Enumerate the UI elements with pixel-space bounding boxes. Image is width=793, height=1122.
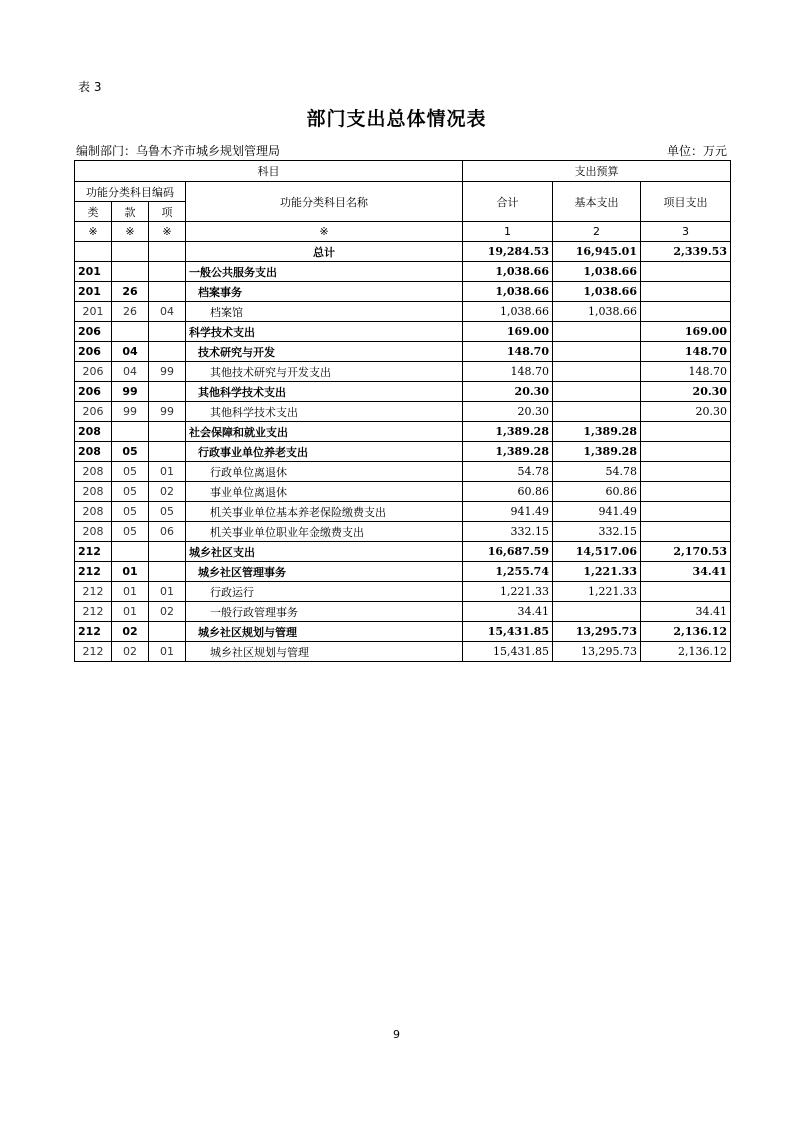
subject-name: 城乡社区规划与管理 <box>186 622 463 642</box>
expenditure-table <box>74 160 731 662</box>
amount-total: 148.70 <box>463 342 553 362</box>
amount-basic: 1,389.28 <box>553 442 641 462</box>
code-kuan: 02 <box>112 642 149 662</box>
code-lei: 206 <box>75 402 112 422</box>
amount-total: 20.30 <box>463 382 553 402</box>
amount-project <box>641 282 731 302</box>
amount-basic <box>553 402 641 422</box>
subject-name: 档案馆 <box>186 302 463 322</box>
unit-label: 单位：万元 <box>666 144 727 158</box>
mark-cell: ※ <box>112 222 149 242</box>
col-index-1: 1 <box>463 222 553 242</box>
header-func-name: 功能分类科目名称 <box>186 182 463 222</box>
table-row <box>75 622 731 642</box>
code-kuan: 05 <box>112 442 149 462</box>
code-lei: 208 <box>75 482 112 502</box>
code-kuan: 02 <box>112 622 149 642</box>
amount-project <box>641 462 731 482</box>
amount-total: 1,255.74 <box>463 562 553 582</box>
code-kuan: 05 <box>112 462 149 482</box>
amount-basic: 1,038.66 <box>553 282 641 302</box>
header-lei: 类 <box>75 202 112 222</box>
amount-basic <box>553 602 641 622</box>
code-kuan: 01 <box>112 562 149 582</box>
amount-project <box>641 262 731 282</box>
code-xiang: 99 <box>149 402 186 422</box>
table-row <box>75 582 731 602</box>
code-kuan: 01 <box>112 602 149 622</box>
amount-project <box>641 482 731 502</box>
code-kuan <box>112 262 149 282</box>
code-kuan: 01 <box>112 582 149 602</box>
code-lei: 212 <box>75 602 112 622</box>
amount-total: 15,431.85 <box>463 622 553 642</box>
table-row <box>75 402 731 422</box>
code-kuan <box>112 322 149 342</box>
total-sum: 19,284.53 <box>463 242 553 262</box>
amount-basic <box>553 362 641 382</box>
subject-name: 行政单位离退休 <box>186 462 463 482</box>
table-row <box>75 562 731 582</box>
page-number: 9 <box>393 1028 400 1041</box>
subject-name: 城乡社区规划与管理 <box>186 642 463 662</box>
code-kuan: 99 <box>112 402 149 422</box>
header-project: 项目支出 <box>641 182 731 222</box>
code-lei: 212 <box>75 562 112 582</box>
header-kuan: 款 <box>112 202 149 222</box>
code-lei: 208 <box>75 442 112 462</box>
code-kuan: 04 <box>112 362 149 382</box>
code-xiang <box>149 322 186 342</box>
subject-name: 其他技术研究与开发支出 <box>186 362 463 382</box>
amount-total: 1,038.66 <box>463 262 553 282</box>
amount-project: 148.70 <box>641 342 731 362</box>
code-lei: 212 <box>75 642 112 662</box>
table-row <box>75 262 731 282</box>
amount-project: 34.41 <box>641 602 731 622</box>
amount-total: 16,687.59 <box>463 542 553 562</box>
code-xiang: 02 <box>149 602 186 622</box>
code-xiang: 01 <box>149 462 186 482</box>
amount-project <box>641 442 731 462</box>
code-xiang <box>149 622 186 642</box>
code-kuan: 05 <box>112 502 149 522</box>
department-label: 编制部门：乌鲁木齐市城乡规划管理局 <box>76 144 281 158</box>
amount-basic: 60.86 <box>553 482 641 502</box>
code-xiang <box>149 422 186 442</box>
subject-name: 机关事业单位基本养老保险缴费支出 <box>186 502 463 522</box>
code-lei: 212 <box>75 582 112 602</box>
subject-name: 行政运行 <box>186 582 463 602</box>
table-row <box>75 302 731 322</box>
code-kuan: 26 <box>112 302 149 322</box>
table-row <box>75 602 731 622</box>
subject-name: 其他科学技术支出 <box>186 382 463 402</box>
amount-basic: 54.78 <box>553 462 641 482</box>
total-label: 总计 <box>186 242 463 262</box>
amount-basic: 1,221.33 <box>553 582 641 602</box>
total-basic: 16,945.01 <box>553 242 641 262</box>
amount-project: 148.70 <box>641 362 731 382</box>
amount-project <box>641 422 731 442</box>
amount-project <box>641 302 731 322</box>
amount-total: 54.78 <box>463 462 553 482</box>
amount-project <box>641 582 731 602</box>
amount-project: 20.30 <box>641 402 731 422</box>
amount-total: 60.86 <box>463 482 553 502</box>
amount-basic: 13,295.73 <box>553 642 641 662</box>
amount-total: 34.41 <box>463 602 553 622</box>
amount-project <box>641 522 731 542</box>
code-xiang <box>149 282 186 302</box>
code-xiang: 04 <box>149 302 186 322</box>
code-lei: 206 <box>75 322 112 342</box>
amount-total: 169.00 <box>463 322 553 342</box>
amount-total: 332.15 <box>463 522 553 542</box>
code-lei: 208 <box>75 462 112 482</box>
amount-project: 34.41 <box>641 562 731 582</box>
subject-name: 社会保障和就业支出 <box>186 422 463 442</box>
code-kuan: 99 <box>112 382 149 402</box>
header-subject: 科目 <box>75 161 463 182</box>
amount-basic: 1,389.28 <box>553 422 641 442</box>
code-kuan: 05 <box>112 482 149 502</box>
amount-basic: 1,221.33 <box>553 562 641 582</box>
table-row <box>75 322 731 342</box>
mark-cell: ※ <box>186 222 463 242</box>
code-lei: 208 <box>75 502 112 522</box>
header-budget: 支出预算 <box>463 161 731 182</box>
subject-name: 其他科学技术支出 <box>186 402 463 422</box>
header-func-code: 功能分类科目编码 <box>75 182 186 202</box>
amount-total: 1,038.66 <box>463 282 553 302</box>
table-row <box>75 282 731 302</box>
table-row <box>75 642 731 662</box>
amount-project: 169.00 <box>641 322 731 342</box>
code-lei: 208 <box>75 422 112 442</box>
code-lei: 206 <box>75 362 112 382</box>
code-xiang <box>149 382 186 402</box>
code-xiang <box>149 262 186 282</box>
subject-name: 事业单位离退休 <box>186 482 463 502</box>
amount-basic: 941.49 <box>553 502 641 522</box>
amount-basic: 1,038.66 <box>553 302 641 322</box>
subject-name: 一般公共服务支出 <box>186 262 463 282</box>
amount-total: 1,389.28 <box>463 422 553 442</box>
code-lei: 212 <box>75 622 112 642</box>
header-basic: 基本支出 <box>553 182 641 222</box>
amount-project: 2,170.53 <box>641 542 731 562</box>
code-xiang: 99 <box>149 362 186 382</box>
amount-project: 2,136.12 <box>641 642 731 662</box>
table-row <box>75 462 731 482</box>
amount-basic <box>553 322 641 342</box>
mark-cell: ※ <box>149 222 186 242</box>
table-row <box>75 362 731 382</box>
code-lei: 206 <box>75 382 112 402</box>
table-tag: 表 3 <box>78 80 102 94</box>
subject-name: 城乡社区管理事务 <box>186 562 463 582</box>
subject-name: 城乡社区支出 <box>186 542 463 562</box>
code-xiang <box>149 342 186 362</box>
code-kuan: 04 <box>112 342 149 362</box>
table-row <box>75 542 731 562</box>
code-xiang: 05 <box>149 502 186 522</box>
table-row <box>75 342 731 362</box>
table-row <box>75 502 731 522</box>
code-xiang <box>149 442 186 462</box>
table-row <box>75 522 731 542</box>
subject-name: 机关事业单位职业年金缴费支出 <box>186 522 463 542</box>
subject-name: 技术研究与开发 <box>186 342 463 362</box>
code-lei: 208 <box>75 522 112 542</box>
code-lei: 212 <box>75 542 112 562</box>
amount-basic: 13,295.73 <box>553 622 641 642</box>
page-title: 部门支出总体情况表 <box>306 108 487 130</box>
code-xiang: 06 <box>149 522 186 542</box>
code-lei: 201 <box>75 302 112 322</box>
code-kuan: 26 <box>112 282 149 302</box>
code-kuan <box>112 542 149 562</box>
amount-basic: 332.15 <box>553 522 641 542</box>
amount-basic: 1,038.66 <box>553 262 641 282</box>
code-xiang: 01 <box>149 642 186 662</box>
mark-cell: ※ <box>75 222 112 242</box>
amount-total: 1,221.33 <box>463 582 553 602</box>
header-total: 合计 <box>463 182 553 222</box>
total-row <box>75 242 731 262</box>
amount-total: 148.70 <box>463 362 553 382</box>
total-project: 2,339.53 <box>641 242 731 262</box>
code-xiang <box>149 542 186 562</box>
amount-project <box>641 502 731 522</box>
table-row <box>75 442 731 462</box>
subject-name: 科学技术支出 <box>186 322 463 342</box>
amount-total: 15,431.85 <box>463 642 553 662</box>
col-index-3: 3 <box>641 222 731 242</box>
code-xiang: 02 <box>149 482 186 502</box>
code-lei: 201 <box>75 282 112 302</box>
code-lei: 206 <box>75 342 112 362</box>
code-lei: 201 <box>75 262 112 282</box>
amount-project: 2,136.12 <box>641 622 731 642</box>
amount-total: 941.49 <box>463 502 553 522</box>
table-row <box>75 482 731 502</box>
table-row <box>75 422 731 442</box>
subject-name: 档案事务 <box>186 282 463 302</box>
amount-project: 20.30 <box>641 382 731 402</box>
header-xiang: 项 <box>149 202 186 222</box>
subject-name: 行政事业单位养老支出 <box>186 442 463 462</box>
amount-total: 1,389.28 <box>463 442 553 462</box>
table-row <box>75 382 731 402</box>
amount-basic <box>553 342 641 362</box>
amount-basic <box>553 382 641 402</box>
amount-total: 1,038.66 <box>463 302 553 322</box>
amount-total: 20.30 <box>463 402 553 422</box>
col-index-2: 2 <box>553 222 641 242</box>
subject-name: 一般行政管理事务 <box>186 602 463 622</box>
amount-basic: 14,517.06 <box>553 542 641 562</box>
code-xiang: 01 <box>149 582 186 602</box>
code-xiang <box>149 562 186 582</box>
code-kuan: 05 <box>112 522 149 542</box>
code-kuan <box>112 422 149 442</box>
